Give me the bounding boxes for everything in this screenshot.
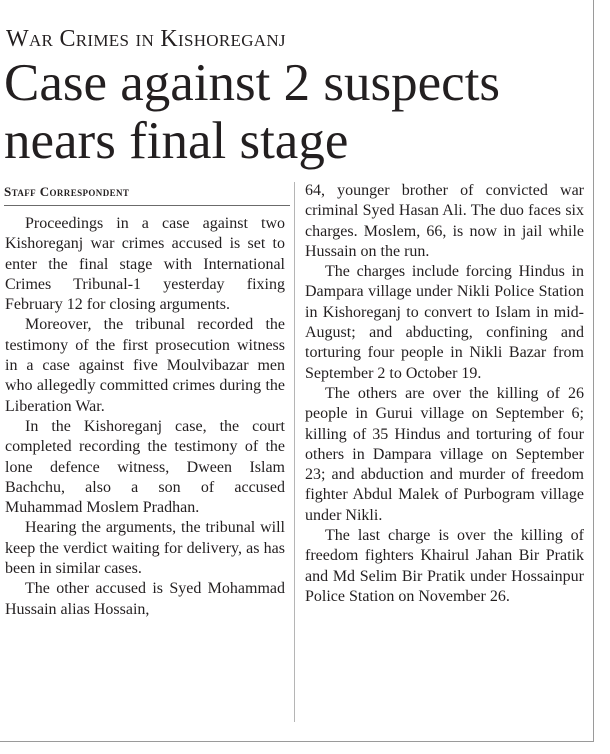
- paragraph-3: In the Kishoreganj case, the court completed recording the testimony of the lone defence witness, Dween Islam Bachchu, also a son of accused Muhammad Moslem Pradhan.: [5, 417, 285, 517]
- paragraph-4: Hearing the arguments, the tribunal will keep the verdict waiting for delivery, as has been in similar cases.: [5, 519, 285, 578]
- paragraph-1: Proceedings in a case against two Kishoreganj war crimes accused is set to enter the final stage with International Crimes Tribunal-1 yesterday fixing February 12 for closing arguments.: [5, 215, 285, 314]
- article-column-2: [305, 181, 584, 607]
- column-divider: [294, 182, 295, 722]
- paragraph-5: The other accused is Syed Mohammad Hussain alias Hossain,: [5, 580, 285, 618]
- article-kicker: War Crimes in Kishoreganj: [6, 26, 286, 52]
- paragraph-8: The last charge is over the killing of freedom fighters Khairul Jahan Bir Pratik and Md Selim Bir Pratik under Hossainpur Police Station on November 26.: [305, 527, 584, 605]
- paragraph-5-continued: 64, younger brother of convicted war criminal Syed Hasan Ali. The duo faces six charges. Moslem, 66, is now in jail while Hussain on the run.: [305, 182, 584, 260]
- paragraph-6: The charges include forcing Hindus in Dampara village under Nikli Police Station in Kishoreganj to convert to Islam in mid-August; and abducting, confining and torturing four people in Nikli Bazar from September 2 to October 19.: [305, 263, 584, 382]
- byline-rule: [4, 205, 290, 206]
- paragraph-2: Moreover, the tribunal recorded the testimony of the first prosecution witness in a case against five Moulvibazar men who allegedly committed crimes during the Liberation War.: [5, 316, 285, 415]
- article-headline: Case against 2 suspects nears final stage: [4, 54, 501, 170]
- paragraph-7: The others are over the killing of 26 people in Gurui village on September 6; killing of 35 Hindus and torturing of four others in Dampara village on September 23; and abduction and murder of freedom fighter Abdul Malek of Purbogram village under Nikli.: [305, 384, 584, 524]
- article-byline: Staff Correspondent: [4, 184, 130, 199]
- article-column-1: [5, 214, 285, 620]
